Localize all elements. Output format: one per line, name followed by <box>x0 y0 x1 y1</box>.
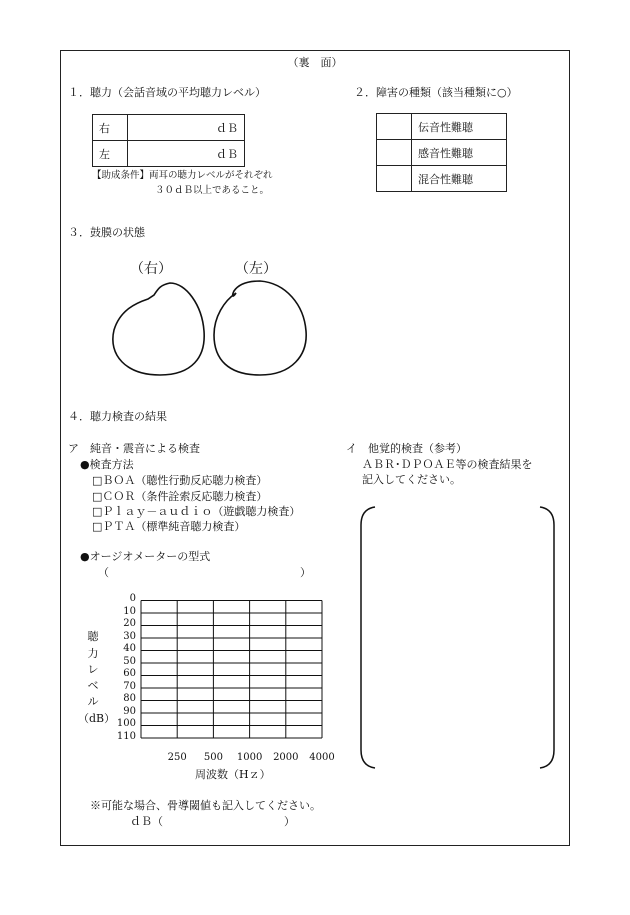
y-tick-label: 10 <box>123 605 136 617</box>
ylabel-char: 力 <box>87 647 99 660</box>
db-field-left[interactable] <box>128 141 245 167</box>
ylabel-char: ル <box>87 695 99 708</box>
bone-conduction-note: ※可能な場合、骨導閾値も記入してください。 <box>90 799 321 812</box>
y-tick-label: 30 <box>123 630 136 642</box>
unit-label: ｄＢ <box>216 121 238 135</box>
test-a-title: ア 純音・震音による検査 <box>68 442 200 455</box>
eardrum-left-outline <box>214 281 306 375</box>
audiogram-grid[interactable] <box>140 600 323 750</box>
y-tick-label: 80 <box>123 693 136 704</box>
method-title: ●検査方法 <box>80 458 134 471</box>
x-axis-label: 周波数（Hｚ） <box>195 768 271 781</box>
type-label: 伝音性難聴 <box>412 114 507 140</box>
left-bracket <box>361 507 375 768</box>
x-tick-label: 2000 <box>273 752 299 763</box>
side-label: 右 <box>93 115 128 141</box>
objective-test-field[interactable] <box>355 505 560 770</box>
eardrum-left-label: （左） <box>235 261 277 277</box>
section3-title: ３．鼓膜の状態 <box>68 226 145 239</box>
method-play-audio[interactable]: □Ｐｌａｙ－ａｕｄｉｏ（遊戯聴力検査） <box>92 505 301 518</box>
y-tick-label: 90 <box>123 705 136 717</box>
hearing-level-table <box>92 114 245 167</box>
page-title: （裏 面） <box>287 56 343 69</box>
ylabel-char: 聴 <box>87 630 99 643</box>
x-tick-label: 250 <box>167 752 187 763</box>
type-check-cell[interactable] <box>377 114 412 140</box>
y-tick-label: 0 <box>129 593 136 604</box>
type-row <box>377 140 507 166</box>
ylabel-char: ベ <box>87 679 99 692</box>
test-i-line2: 記入してください。 <box>362 473 461 486</box>
method-cor[interactable]: □ＣＯＲ（条件詮索反応聴力検査） <box>92 490 268 503</box>
eardrum-right-label: （右） <box>130 261 172 277</box>
type-check-cell[interactable] <box>377 166 412 192</box>
condition-note-2: ３０ｄＢ以上であること。 <box>155 185 270 196</box>
paren-close: ） <box>300 566 311 579</box>
paren-open: （ <box>98 566 109 579</box>
y-tick-label: 100 <box>116 718 136 729</box>
x-tick-label: 500 <box>203 752 223 763</box>
type-label: 感音性難聴 <box>412 140 507 166</box>
audiometer-model-field[interactable] <box>112 562 298 576</box>
y-tick-label: 70 <box>123 680 136 692</box>
bone-conduction-db[interactable]: ｄＢ（ ） <box>130 815 295 828</box>
side-label: 左 <box>93 141 128 167</box>
unit-label: ｄＢ <box>216 147 238 161</box>
y-tick-label: 60 <box>123 668 136 679</box>
method-boa[interactable]: □ＢＯＡ（聴性行動反応聴力検査） <box>92 474 268 487</box>
section1-title: １．聴力（会話音域の平均聴力レベル） <box>68 86 266 99</box>
hearing-row-right <box>93 115 245 141</box>
db-field-right[interactable] <box>128 115 245 141</box>
y-tick-label: 40 <box>123 643 136 654</box>
x-tick-label: 4000 <box>309 752 335 763</box>
right-bracket <box>540 507 554 768</box>
y-tick-label: 50 <box>123 655 136 667</box>
condition-note-1: 【助成条件】両耳の聴力レベルがそれぞれ <box>92 170 273 181</box>
ylabel-unit: （dB） <box>78 712 116 725</box>
section4-title: ４．聴力検査の結果 <box>68 410 167 423</box>
test-i-title: イ 他覚的検査（参考） <box>346 442 467 455</box>
y-tick-label: 20 <box>123 618 136 629</box>
type-row <box>377 114 507 140</box>
section2-title: ２．障害の種類（該当種類に○） <box>354 86 518 99</box>
type-check-cell[interactable] <box>377 140 412 166</box>
x-tick-label: 1000 <box>236 752 263 763</box>
disability-type-table <box>376 113 507 192</box>
eardrum-right-outline <box>113 283 204 375</box>
test-i-line1: ＡＢＲ･ＤＰＯＡＥ等の検査結果を <box>362 458 533 471</box>
audiometer-title: ●オージオメーターの型式 <box>80 550 211 563</box>
ylabel-char: レ <box>87 663 99 676</box>
type-row <box>377 166 507 192</box>
method-pta[interactable]: □ＰＴＡ（標準純音聴力検査） <box>92 520 246 533</box>
type-label: 混合性難聴 <box>412 166 507 192</box>
hearing-row-left <box>93 141 245 167</box>
eardrum-drawings[interactable] <box>100 275 320 385</box>
y-tick-label: 110 <box>116 730 136 742</box>
